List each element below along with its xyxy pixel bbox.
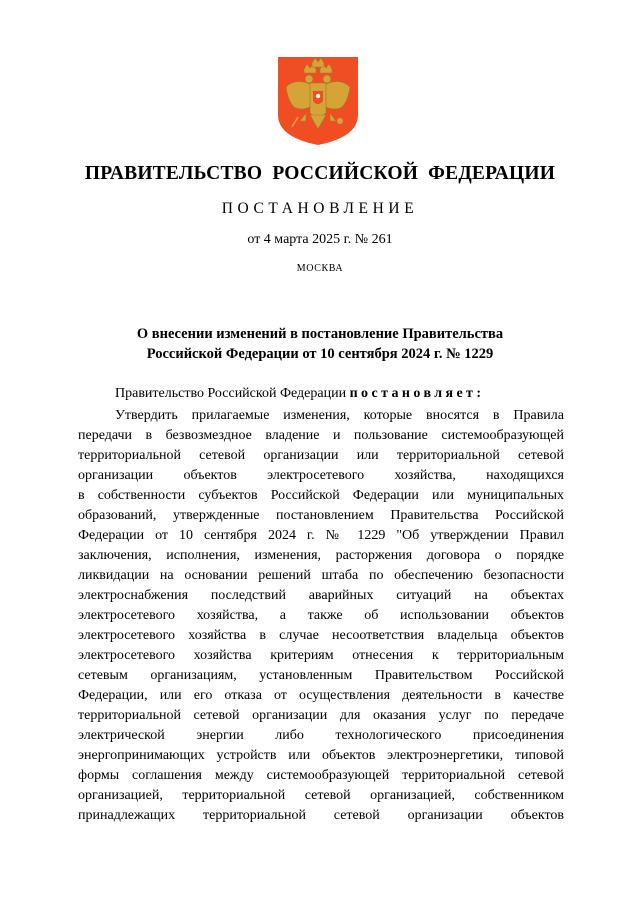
- body-line: территориальной сетевой организации для оказания услуг по передаче: [78, 708, 564, 723]
- body-line: электрической энергии либо технологического присоединения: [78, 728, 564, 743]
- body-line: образований, утвержденные постановлением Правительства Российской: [78, 508, 564, 523]
- body-line: организацией, территориальной сетевой организацией, собственником: [78, 788, 564, 803]
- body-line: электросетевого хозяйства критериям отнесения к территориальным: [78, 648, 564, 663]
- document-date: от 4 марта 2025 г. № 261: [247, 232, 393, 247]
- body-line: электросетевого хозяйства в случае несоответствия владельца объектов: [78, 628, 564, 643]
- body-line: территориальной сетевой организации или территориальной сетевой: [78, 448, 564, 463]
- body-line: энергопринимающих устройств или объектов электроэнергетики, типовой: [78, 748, 564, 763]
- body-text: [78, 406, 564, 826]
- body-line: сетевым организациям, установленным Правительством Российской: [78, 668, 564, 683]
- document-subject: [0, 324, 640, 364]
- body-line: Утвердить прилагаемые изменения, которые вносятся в Правила: [115, 408, 564, 423]
- body-line: заключения, исполнения, изменения, расторжения договора о порядке: [78, 548, 564, 563]
- body-line: электроснабжения последствий аварийных ситуаций на объектах: [78, 588, 564, 603]
- body-line: ликвидации на основании решений штаба по обеспечению безопасности: [78, 568, 564, 583]
- body-line: передачи в безвозмездное владение и пользование системообразующей: [78, 428, 564, 443]
- body-line: организации объектов электросетевого хозяйства, находящихся: [78, 468, 564, 483]
- body-line: Федерации от 10 сентября 2024 г. № 1229 "Об утверждении Правил: [78, 528, 564, 543]
- body-line: формы соглашения между системообразующей территориальной сетевой: [78, 768, 564, 783]
- body-line: электросетевого хозяйства, а также об использовании объектов: [78, 608, 564, 623]
- document-type: ПОСТАНОВЛЕНИЕ: [221, 200, 419, 217]
- state-emblem: [276, 55, 360, 147]
- preamble-verb: постановляет:: [349, 386, 485, 401]
- subject-line-2: Российской Федерации от 10 сентября 2024 г. № 1229: [146, 346, 494, 362]
- preamble: [115, 386, 484, 402]
- preamble-text: Правительство Российской Федерации: [115, 386, 347, 401]
- subject-line-1: О внесении изменений в постановление Правительства: [136, 326, 504, 342]
- body-line: Федерации, или его отказа от осуществления деятельности в качестве: [78, 688, 564, 703]
- coat-of-arms-icon: [276, 55, 360, 147]
- government-title: ПРАВИТЕЛЬСТВО РОССИЙСКОЙ ФЕДЕРАЦИИ: [84, 163, 556, 184]
- document-city: МОСКВА: [296, 263, 344, 274]
- body-line: принадлежащих территориальной сетевой организации объектов: [78, 808, 564, 823]
- body-line: в собственности субъектов Российской Федерации или муниципальных: [78, 488, 564, 503]
